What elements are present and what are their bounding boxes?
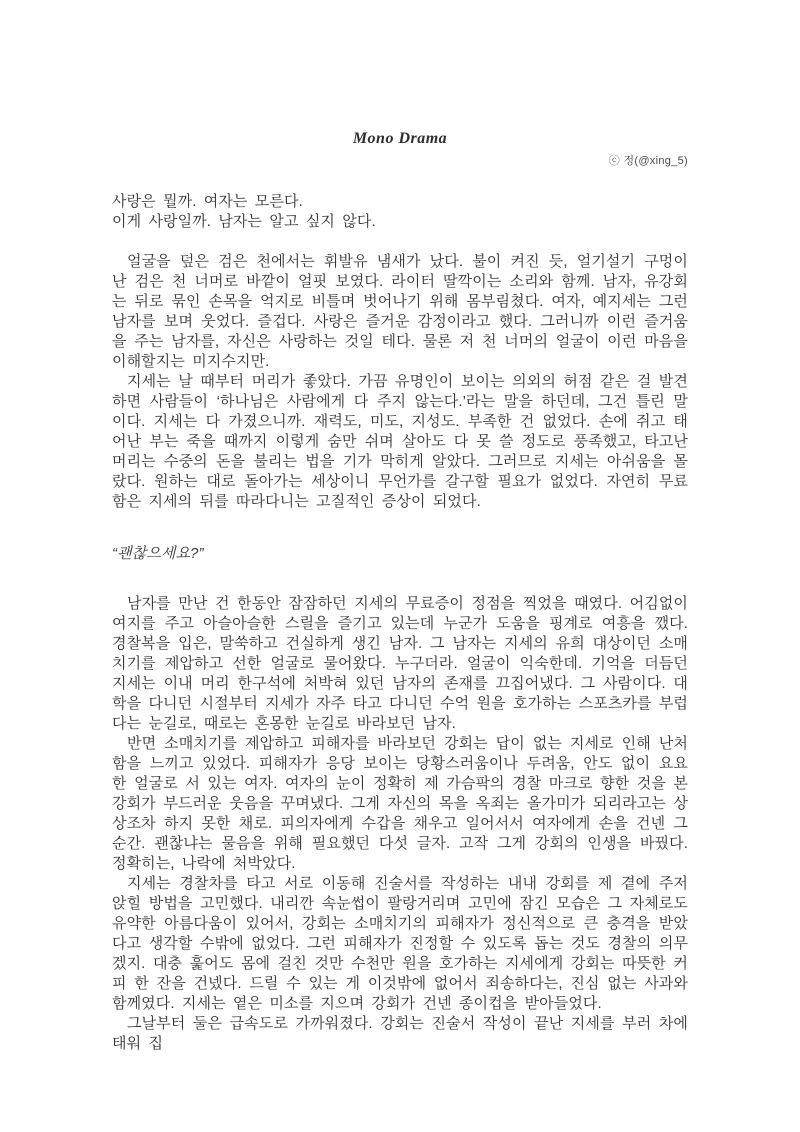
paragraph: 얼굴을 덮은 검은 천에서는 휘발유 냄새가 났다. 불이 켜진 듯, 얼기설기 구멍이 난 검은 천 너머로 바깥이 얼핏 보였다. 라이터 딸깍이는 소리와 함께. 남자, 유강회는 뒤로 묶인 손목을 억지로 비틀며 벗어나기 위해 몸부림쳤다. 여자, 예지세는 그런 남자를 보며 웃었다. 즐겁다. 사랑은 즐거운 감정이라고 했다. 그러니까 이런 즐거움을 주는 남자를, 자신은 사랑하는 것일 테다. 물론 저 천 너머의 얼굴이 이런 마음을 이해할지는 미지수지만. (112, 253, 688, 370)
paragraph: 지세는 날 때부터 머리가 좋았다. 가끔 유명인이 보이는 의외의 허점 같은 걸 발견하면 사람들이 ‘하나님은 사람에게 다 주지 않는다.’라는 말을 하던데, 그건 틀린 말이다. 지세는 다 가졌으니까. 재력도, 미도, 지성도. 부족한 건 없었다. 손에 쥐고 태어난 부는 죽을 때까지 이렇게 숨만 쉬며 살아도 다 못 쓸 정도로 풍족했고, 타고난 머리는 수중의 돈을 불리는 법을 기가 막히게 알았다. 그러므로 지세는 아쉬움을 몰랐다. 원하는 대로 돌아가는 세상이니 무언가를 갈구할 필요가 없었다. 자연히 무료함은 지세의 뒤를 따라다니는 고질적인 증상이 되었다. (112, 373, 688, 510)
story-body (112, 192, 688, 1054)
paragraph: 남자를 만난 건 한동안 잠잠하던 지세의 무료증이 정점을 찍었을 때였다. 어김없이 여지를 주고 아슬아슬한 스릴을 즐기고 있는데 누군가 도움을 핑계로 여흥을 깼다. 경찰복을 입은, 말쑥하고 건실하게 생긴 남자. 그 남자는 지세의 유희 대상이던 소매치기를 제압하고 선한 얼굴로 물어왔다. 누구더라. 얼굴이 익숙한데. 기억을 더듬던 지세는 이내 머리 한구석에 처박혀 있던 남자의 존재를 끄집어냈다. 그 사람이다. 대학을 다니던 시절부터 지세가 자주 타고 다니던 수억 원을 호가하는 스포츠카를 부럽다는 눈길로, 때로는 혼몽한 눈길로 바라보던 남자. (112, 595, 689, 732)
paragraph: 그날부터 둘은 급속도로 가까워졌다. 강회는 진술서 작성이 끝난 지세를 부러 차에 태워 집 (112, 1015, 688, 1052)
paragraph: 반면 소매치기를 제압하고 피해자를 바라보던 강회는 답이 없는 지세로 인해 난처함을 느끼고 있었다. 피해자가 응당 보이는 당황스러움이나 두려움, 안도 없이 요요한 얼굴로 서 있는 여자. 여자의 눈이 정확히 제 가슴팍의 경찰 마크로 향한 것을 본 강회가 부드러운 웃음을 꾸며냈다. 그게 자신의 목을 옥죄는 올가미가 되리라고는 상상조차 하지 못한 채로. 피의자에게 수갑을 채우고 일어서서 여자에게 손을 건넨 그 순간. 괜찮냐는 물음을 위해 필요했던 다섯 글자. 고작 그게 강회의 인생을 바꿨다. 정확히는, 나락에 처박았다. (112, 735, 688, 872)
author-credit: ⓒ 정(@xing_5) (608, 155, 688, 167)
page-title: Mono Drama (352, 130, 448, 147)
intro-line-1: 사랑은 뭘까. 여자는 모른다. (112, 193, 303, 210)
dialogue-quote: “괜찮으세요?” (112, 545, 204, 562)
intro-line-2: 이게 사랑일까. 남자는 알고 싶지 않다. (112, 213, 376, 230)
paragraph: 지세는 경찰차를 타고 서로 이동해 진술서를 작성하는 내내 강회를 제 곁에 주저앉힐 방법을 고민했다. 내리깐 속눈썹이 팔랑거리며 고민에 잠긴 모습은 그 자체로도 유약한 아름다움이 있어서, 강회는 소매치기의 피해자가 정신적으로 큰 충격을 받았다고 생각할 수밖에 없었다. 그런 피해자가 진정할 수 있도록 돕는 것도 경찰의 의무겠지. 대충 훑어도 몸에 걸친 것만 수천만 원을 호가하는 지세에게 강회는 따뜻한 커피 한 잔을 건넸다. 드릴 수 있는 게 이것밖에 없어서 죄송하다는, 진심 없는 사과와 함께였다. 지세는 옅은 미소를 지으며 강회가 건넨 종이컵을 받아들었다. (112, 875, 688, 1012)
